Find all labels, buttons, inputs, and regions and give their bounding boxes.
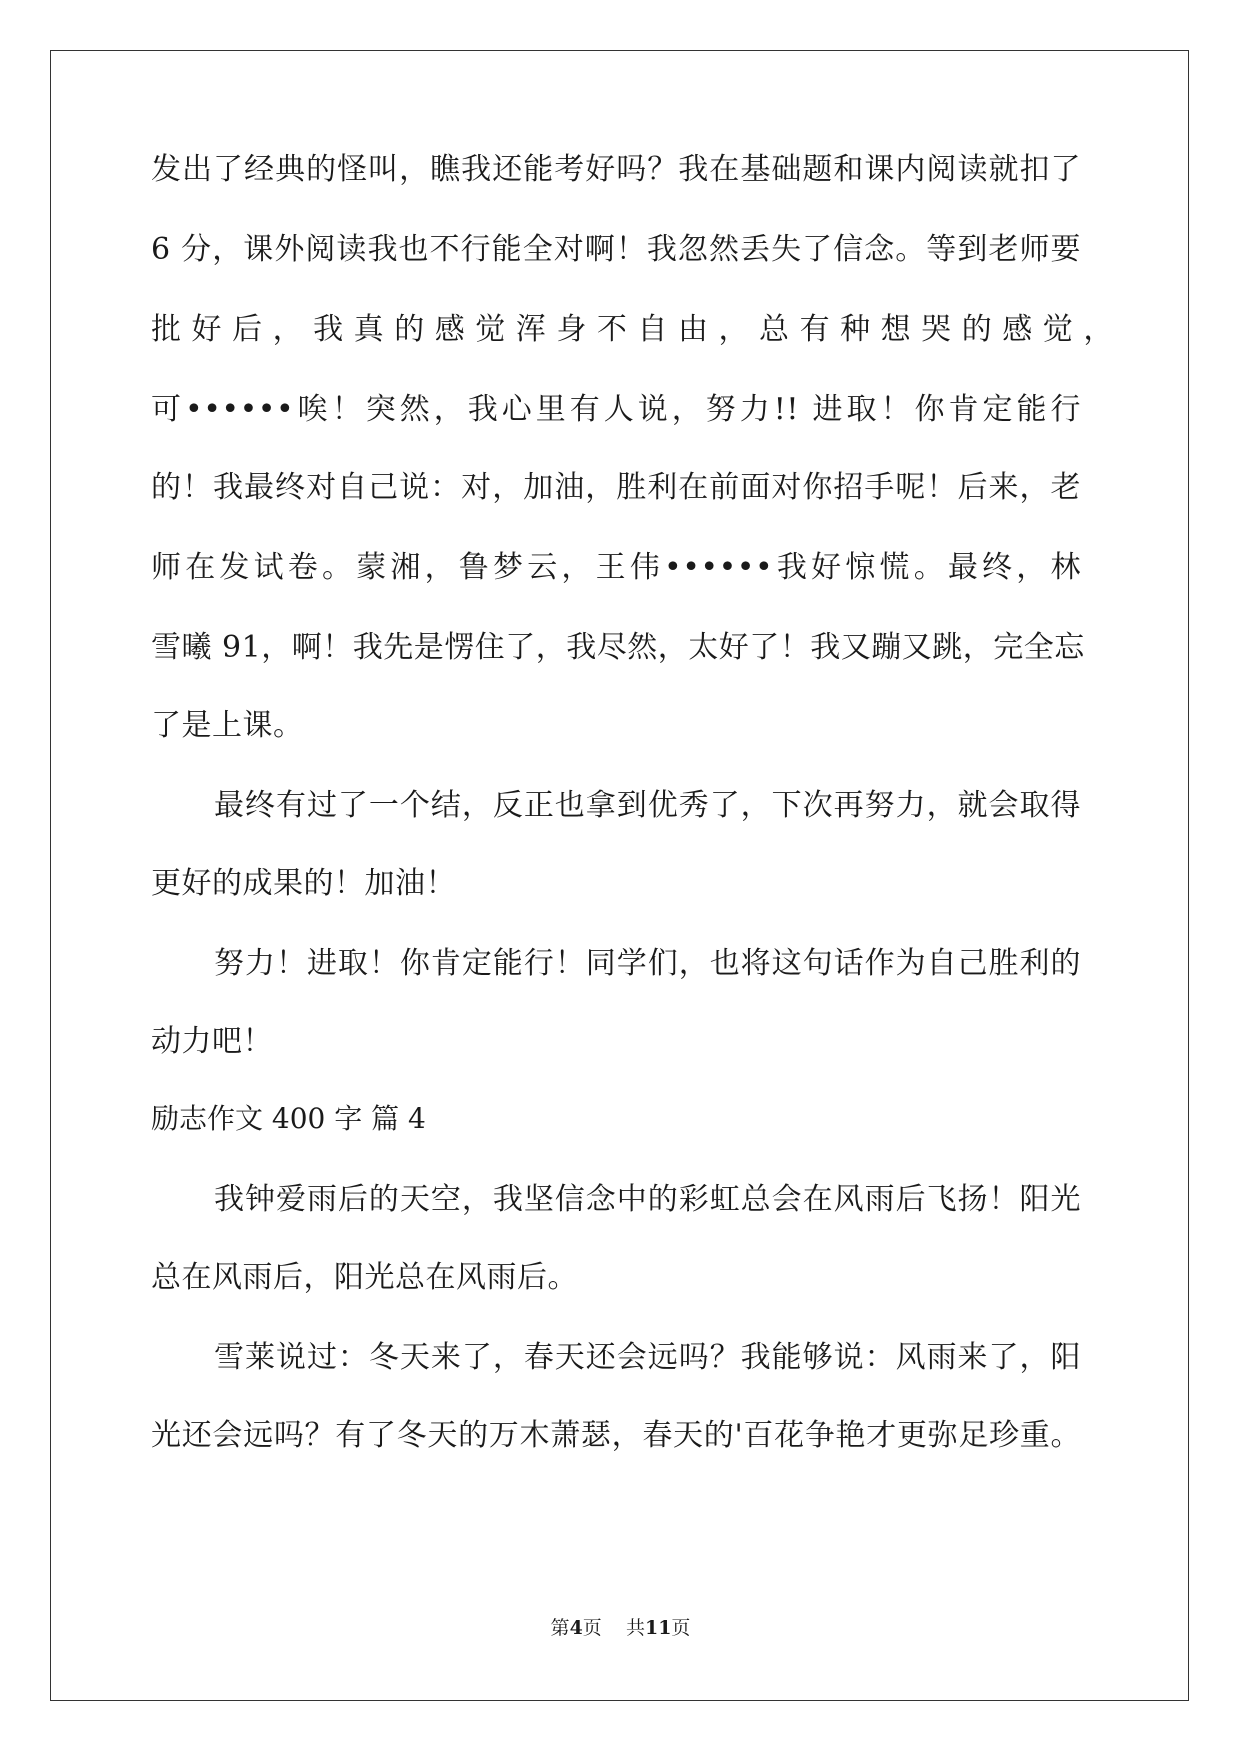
paragraph-line: 动力吧！ (151, 1024, 273, 1059)
current-page-number: 4 (569, 1617, 583, 1639)
paragraph-line: 的！我最终对自己说：对，加油，胜利在前面对你招手呢！后来，老 (151, 470, 1081, 505)
paragraph-line: 6 分，课外阅读我也不行能全对啊！我忽然丢失了信念。等到老师要 (151, 232, 1081, 267)
footer-suffix: 页 (671, 1617, 691, 1639)
paragraph-line: 光还会远吗？有了冬天的万木萧瑟，春天的'百花争艳才更弥足珍重。 (151, 1418, 1081, 1453)
paragraph-line: 雪曦 91，啊！我先是愣住了，我尽然，太好了！我又蹦又跳，完全忘 (151, 630, 1085, 665)
paragraph-line: 发出了经典的怪叫，瞧我还能考好吗？我在基础题和课内阅读就扣了 (151, 152, 1081, 187)
paragraph-line: 了是上课。 (151, 708, 304, 743)
paragraph-line: 雪莱说过：冬天来了，春天还会远吗？我能够说：风雨来了，阳 (214, 1340, 1081, 1375)
paragraph-line: 可••••••唉！突然，我心里有人说，努力!! 进取！你肯定能行 (151, 392, 1081, 427)
section-heading: 励志作文 400 字 篇 4 (151, 1102, 426, 1135)
paragraph-line: 我钟爱雨后的天空，我坚信念中的彩虹总会在风雨后飞扬！阳光 (214, 1182, 1081, 1217)
page-footer (0, 1616, 1241, 1640)
paragraph-line: 总在风雨后，阳光总在风雨后。 (151, 1260, 578, 1295)
paragraph-line: 最终有过了一个结，反正也拿到优秀了，下次再努力，就会取得 (214, 788, 1081, 823)
paragraph-line: 更好的成果的！加油！ (151, 866, 456, 901)
total-page-number: 11 (644, 1617, 672, 1639)
paragraph-line: 批 好 后 ， 我 真 的 感 觉 浑 身 不 自 由 ， 总 有 种 想 哭 的 感 觉 ， (151, 312, 1114, 347)
footer-middle: 页 共 (582, 1617, 645, 1639)
footer-prefix: 第 (550, 1617, 570, 1639)
paragraph-line: 努力！进取！你肯定能行！同学们，也将这句话作为自己胜利的 (214, 946, 1081, 981)
paragraph-line: 师在发试卷。蒙湘，鲁梦云，王伟••••••我好惊慌。最终，林 (151, 550, 1081, 585)
